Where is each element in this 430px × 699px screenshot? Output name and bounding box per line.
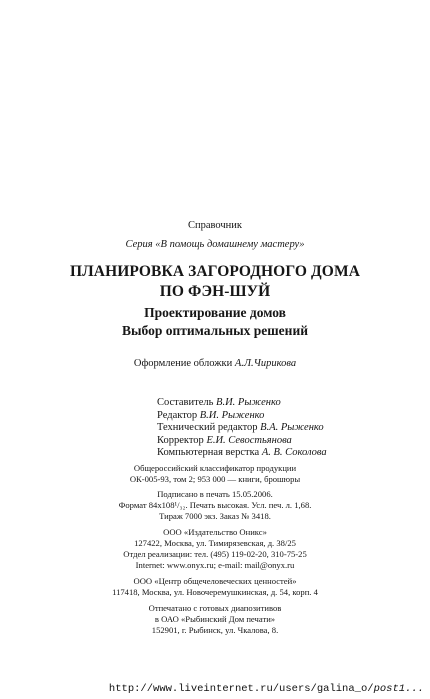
credit-name: В.А. Рыженко	[260, 422, 324, 433]
credit-name: В.И. Рыженко	[216, 397, 281, 408]
credit-name: В.И. Рыженко	[199, 409, 265, 421]
series-line	[0, 239, 430, 250]
series-name: В помощь домашнему мастеру	[160, 239, 300, 250]
publisher-line-2: 127422, Москва, ул. Тимирязевская, д. 38/25	[134, 538, 296, 548]
credit-label: Корректор	[157, 434, 207, 446]
credits-block	[157, 397, 327, 460]
credit-editor	[157, 410, 327, 423]
watermark-url	[109, 683, 424, 695]
genre-label: Справочник	[187, 220, 243, 231]
cover-design-credit	[0, 358, 430, 369]
cover-name: А.Л.Чирикова	[234, 358, 297, 369]
credit-label: Компьютерная верстка	[157, 447, 262, 458]
print-info-line-1: Подписано в печать 15.05.2006.	[157, 489, 273, 499]
printer-line-3: 152901, г. Рыбинск, ул. Чкалова, 8.	[151, 625, 279, 635]
series-prefix: Серия «	[125, 239, 161, 250]
credit-proofreader	[157, 435, 327, 448]
credit-tech-editor	[157, 422, 327, 435]
credit-layout	[157, 447, 327, 460]
classifier-line-2: ОК-005-93, том 2; 953 000 — книги, брошюры	[129, 474, 301, 484]
publisher-line-3: Отдел реализации: тел. (495) 119-02-20, 310-75-25	[123, 549, 307, 559]
book-title-line-1: ПЛАНИРОВКА ЗАГОРОДНОГО ДОМА	[70, 263, 360, 280]
watermark-tail: post1...	[373, 683, 424, 695]
book-title-line-2: ПО ФЭН-ШУЙ	[159, 283, 271, 300]
credit-label: Редактор	[157, 409, 200, 421]
credit-label: Технический редактор	[157, 422, 261, 433]
credit-name: Е.И. Севостьянова	[206, 434, 292, 446]
center-line-1: ООО «Центр общечеловеческих ценностей»	[133, 576, 297, 586]
credit-name: А. В. Соколова	[261, 447, 327, 458]
watermark-text: http://www.liveinternet.ru/users/galina_o/	[108, 683, 374, 695]
classifier-line-1: Общероссийский классификатор продукции	[133, 463, 297, 473]
print-info-line-3: Тираж 7000 экз. Заказ № 3418.	[159, 511, 271, 521]
center-line-2: 117418, Москва, ул. Новочеремушкинская, д. 54, корп. 4	[112, 587, 318, 597]
publisher-line-4: Internet: www.onyx.ru; e-mail: mail@onyx.ru	[135, 560, 295, 570]
subtitle-line-1: Проектирование домов	[144, 305, 286, 320]
series-suffix: »	[299, 239, 305, 250]
credit-compiler	[157, 397, 327, 410]
publisher-line-1: ООО «Издательство Оникс»	[163, 527, 267, 537]
print-info-line-2: Формат 84х108¹/₃₂. Печать высокая. Усл. печ. л. 1,68.	[118, 500, 312, 510]
printer-line-1: Отпечатано с готовых диапозитивов	[148, 603, 282, 613]
cover-label: Оформление обложки	[133, 358, 235, 369]
subtitle-line-2: Выбор оптимальных решений	[121, 323, 309, 338]
credit-label: Составитель	[157, 397, 217, 408]
printer-line-2: в ОАО «Рыбинский Дом печати»	[154, 614, 276, 624]
